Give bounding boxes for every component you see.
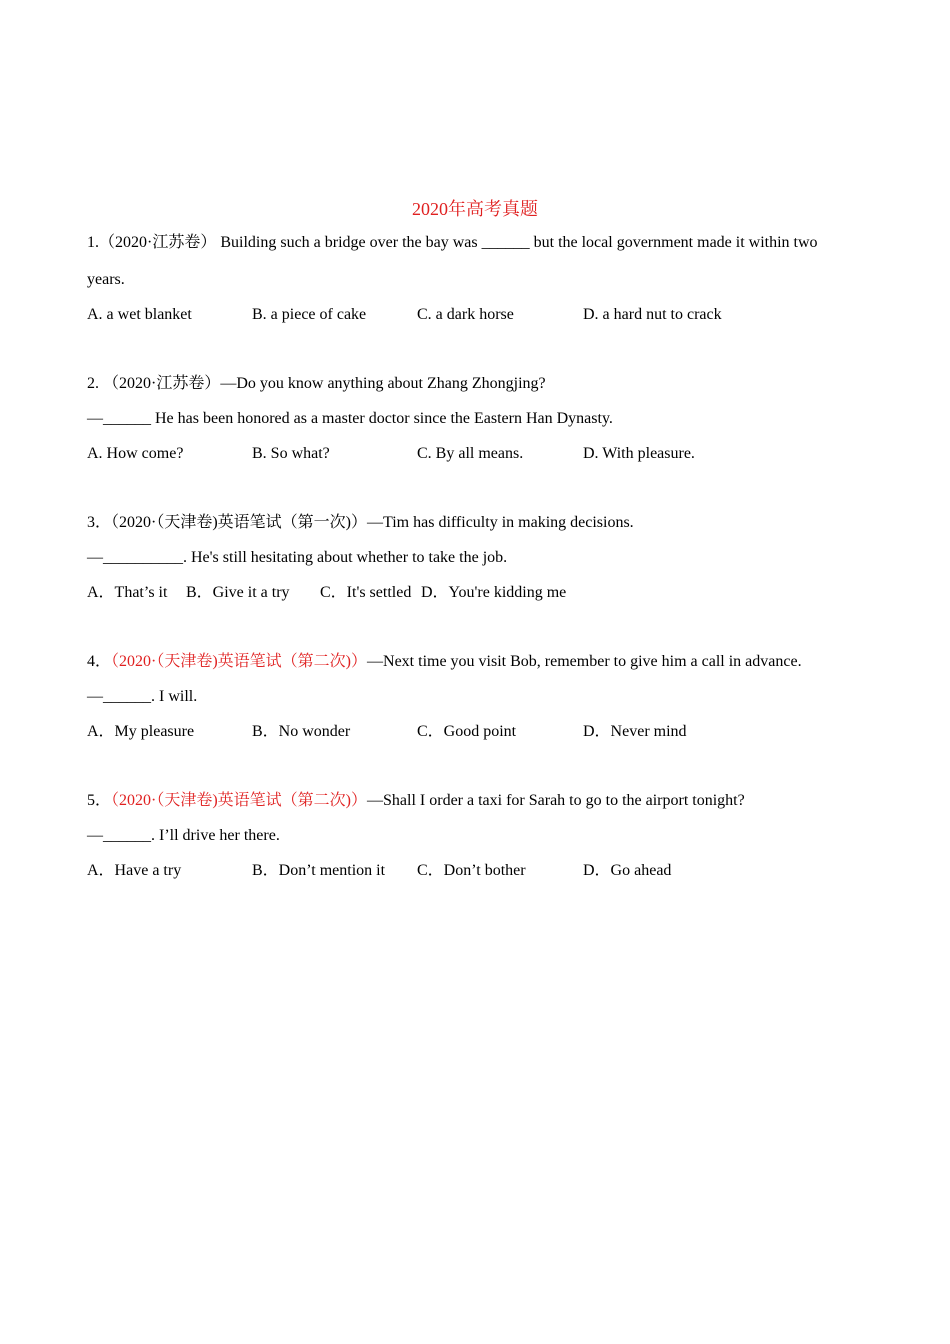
option-b: B．Give it a try [186,584,290,601]
option-a: A. a wet blanket [87,306,192,323]
question-text: —Next time you visit Bob, remember to give him a call in advance. [367,653,802,670]
option-d: D．You're kidding me [421,584,567,601]
option-c: C．Good point [417,723,517,740]
question-3-stem [87,513,634,533]
question-2-options [87,444,887,464]
question-1-stem-continued: years. [87,271,125,288]
question-source: （2020·（天津卷)英语笔试（第二次)） [111,653,368,670]
option-c: C．It's settled [320,584,412,601]
option-d: D．Go ahead [583,862,672,879]
option-a: A. How come? [87,445,184,462]
option-d: D. a hard nut to crack [583,306,722,323]
option-c: C. By all means. [417,445,524,462]
question-text: —Tim has difficulty in making decisions. [367,514,634,531]
question-4-stem [87,652,802,672]
question-1-options [87,305,887,325]
question-number: 2. [87,375,99,392]
question-text: —Shall I order a taxi for Sarah to go to the airport tonight? [367,792,745,809]
option-c: C. a dark horse [417,306,514,323]
question-source: （2020·江苏卷） [103,375,221,392]
option-b: B．Don’t mention it [252,862,386,879]
question-5-reply: —______. I’ll drive her there. [87,827,280,844]
question-5-options [87,861,887,881]
question-number: 5． [87,792,112,809]
option-b: B. So what? [252,445,330,462]
question-2-reply: —______ He has been honored as a master doctor since the Eastern Han Dynasty. [87,410,613,427]
question-source: （2020·（天津卷)英语笔试（第一次)） [111,514,368,531]
option-c: C．Don’t bother [417,862,526,879]
question-3-options [87,583,887,603]
option-d: D. With pleasure. [583,445,695,462]
option-a: A．That’s it [87,584,168,601]
option-a: A．Have a try [87,862,182,879]
question-source: （2020·江苏卷） [99,234,217,251]
option-b: B. a piece of cake [252,306,367,323]
question-number: 1. [87,234,99,251]
question-4-options [87,722,887,742]
question-1-stem [87,233,818,253]
question-source: （2020·（天津卷)英语笔试（第二次)） [111,792,368,809]
option-b: B．No wonder [252,723,351,740]
question-3-reply: —__________. He's still hesitating about whether to take the job. [87,549,508,566]
page-title: 2020年高考真题 [412,199,538,219]
question-text: —Do you know anything about Zhang Zhongjing? [220,375,546,392]
question-4-reply: —______. I will. [87,688,198,705]
question-5-stem [87,791,745,811]
question-number: 4． [87,653,112,670]
option-d: D．Never mind [583,723,687,740]
option-a: A．My pleasure [87,723,195,740]
question-number: 3． [87,514,112,531]
question-text: Building such a bridge over the bay was ______ but the local government made it within two [220,234,818,251]
question-2-stem [87,374,546,394]
